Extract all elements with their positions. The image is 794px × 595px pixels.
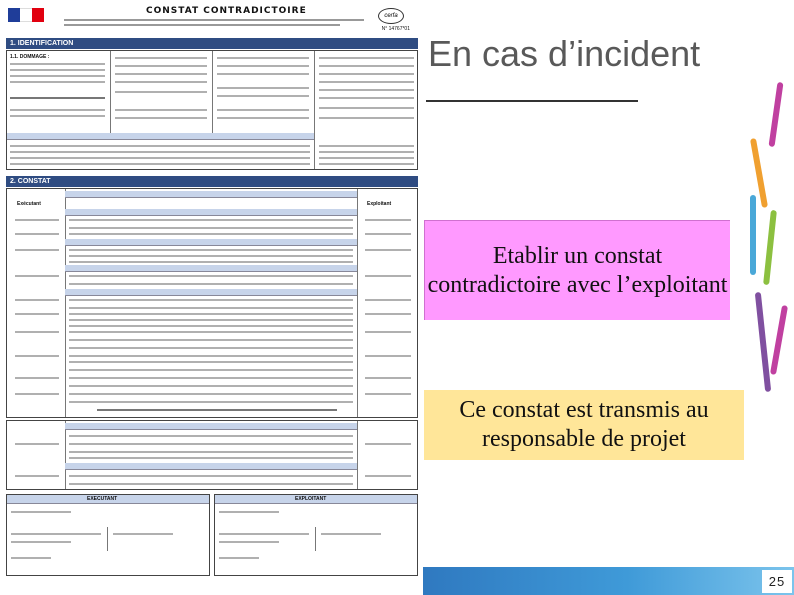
executant-column-label: Exécutant (17, 201, 41, 207)
deco-bar-magenta-2 (770, 305, 788, 375)
exploitant-column-label: Exploitant (367, 201, 392, 207)
identification-block (6, 50, 418, 170)
cerfa-number: N° 14767*01 (381, 26, 410, 32)
deco-bar-blue (750, 195, 756, 275)
constat-table-2 (6, 420, 418, 490)
executant-signature-box (6, 494, 210, 576)
constat-form-image (6, 4, 418, 576)
form-header (6, 4, 418, 38)
callout-transmission (424, 390, 744, 460)
callout-establish-constat (424, 220, 730, 320)
constat-table-1 (6, 188, 418, 418)
exploitant-signature-label: EXPLOITANT (295, 496, 327, 502)
section-constat-band: 2. CONSTAT (6, 176, 418, 187)
callout-establish-constat-text: Etablir un constat contradictoire avec l’exploitant (427, 242, 728, 298)
exploitant-signature-box (214, 494, 418, 576)
page-number: 25 (762, 570, 792, 593)
callout-transmission-text: Ce constat est transmis au responsable de projet (459, 397, 709, 452)
form-intro-text (64, 19, 364, 33)
cerfa-logo: cerfa (378, 8, 404, 24)
republique-francaise-logo (8, 8, 44, 32)
section-identification-band: 1. IDENTIFICATION (6, 38, 418, 49)
form-title: CONSTAT CONTRADICTOIRE (146, 6, 307, 16)
dommage-label: 1.1. DOMMAGE : (10, 54, 50, 60)
title-underline (426, 100, 638, 102)
slide-title: En cas d’incident (428, 33, 701, 74)
deco-bar-magenta (769, 82, 784, 147)
deco-bar-green (763, 210, 777, 285)
executant-signature-label: EXECUTANT (87, 496, 118, 502)
deco-bar-purple (755, 292, 771, 392)
footer-bar (423, 567, 794, 595)
